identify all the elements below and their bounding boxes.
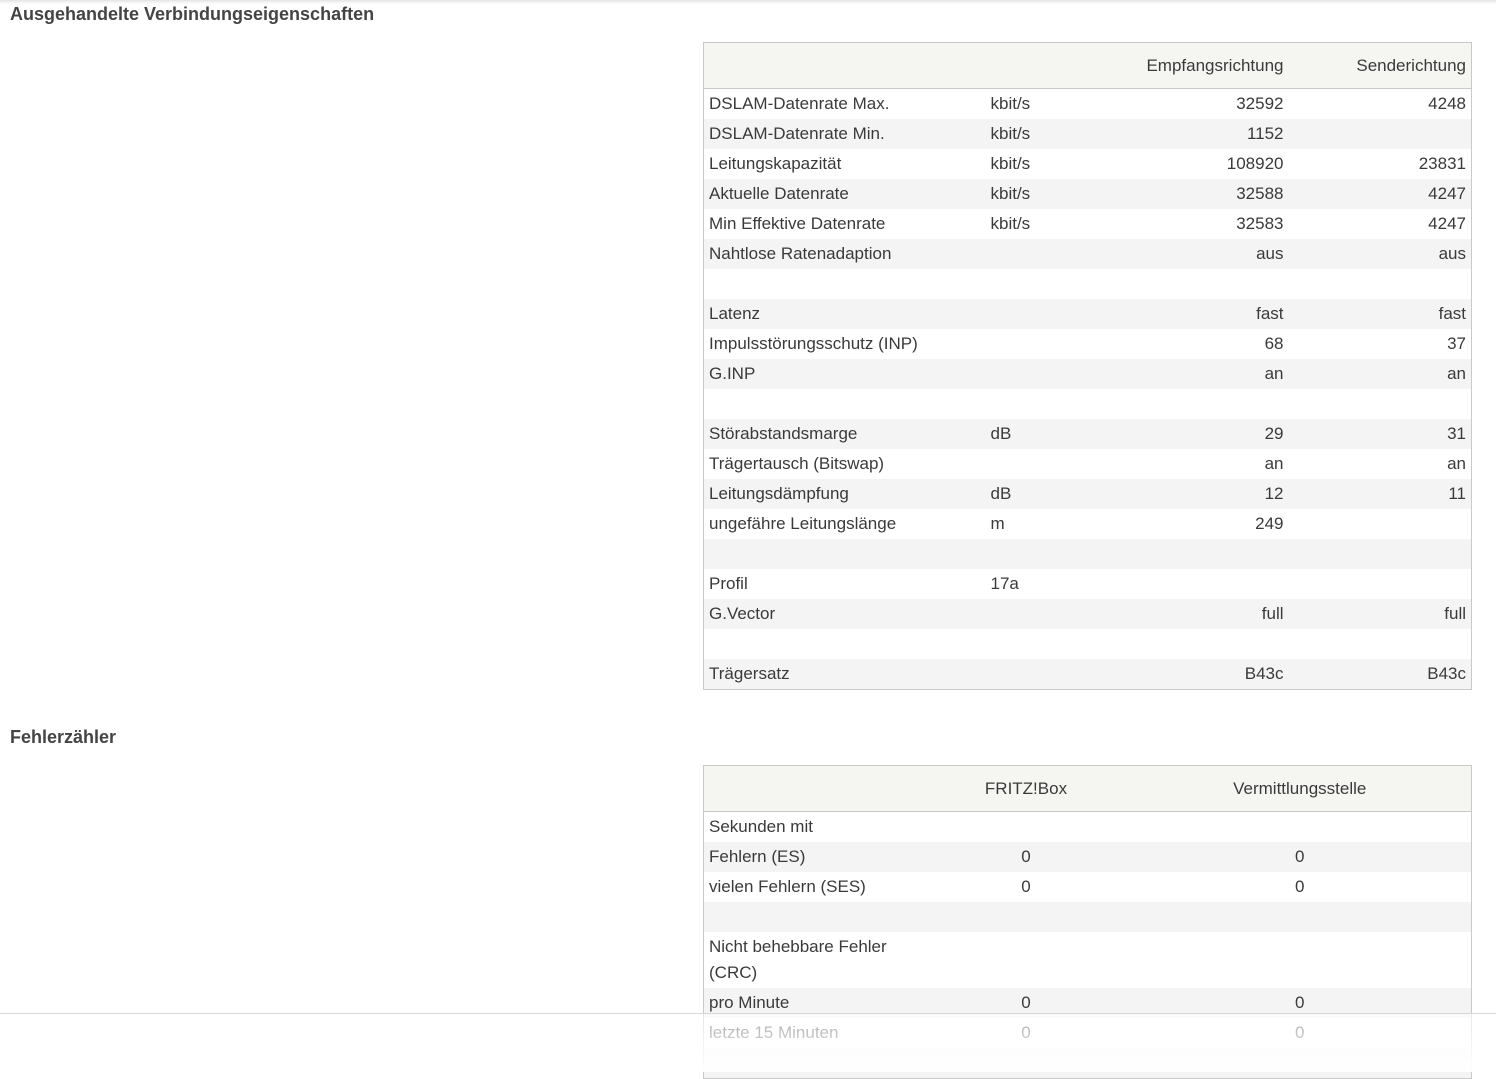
row-label: Impulsstörungsschutz (INP) [704, 329, 986, 359]
row-fritzbox-value: 0 [924, 842, 1129, 872]
table-row [704, 599, 1472, 629]
row-receive-value [1106, 269, 1289, 299]
row-unit: kbit/s [986, 179, 1106, 209]
row-send-value: 4247 [1289, 209, 1472, 239]
header-label [704, 43, 986, 89]
row-label [704, 902, 924, 932]
row-receive-value [1106, 539, 1289, 569]
row-label: Sekunden mit [704, 812, 924, 843]
row-label: Leitungskapazität [704, 149, 986, 179]
table-row [704, 359, 1472, 389]
table-row [704, 902, 1472, 932]
row-label: Aktuelle Datenrate [704, 179, 986, 209]
row-send-value [1289, 539, 1472, 569]
row-label: pro Minute [704, 988, 924, 1018]
connection-properties-table [703, 42, 1472, 690]
table-row [704, 449, 1472, 479]
row-receive-value: 12 [1106, 479, 1289, 509]
row-label [704, 539, 986, 569]
row-label [704, 269, 986, 299]
table-row [704, 419, 1472, 449]
row-send-value: 23831 [1289, 149, 1472, 179]
row-send-value: aus [1289, 239, 1472, 269]
table-row [704, 569, 1472, 599]
row-unit: kbit/s [986, 89, 1106, 120]
row-label: DSLAM-Datenrate Min. [704, 119, 986, 149]
row-receive-value: 29 [1106, 419, 1289, 449]
table-row [704, 299, 1472, 329]
row-receive-value: full [1106, 599, 1289, 629]
row-fritzbox-value [924, 932, 1129, 988]
table-row [704, 509, 1472, 539]
header-unit [986, 43, 1106, 89]
row-exchange-value: 0 [1129, 842, 1472, 872]
row-send-value [1289, 269, 1472, 299]
row-unit [986, 539, 1106, 569]
row-receive-value: an [1106, 359, 1289, 389]
row-receive-value: fast [1106, 299, 1289, 329]
row-unit: kbit/s [986, 119, 1106, 149]
row-label: Latenz [704, 299, 986, 329]
row-label: Profil [704, 569, 986, 599]
table-header-row [704, 766, 1472, 812]
table-row [704, 659, 1472, 690]
header-receive-direction: Empfangsrichtung [1106, 43, 1289, 89]
row-exchange-value: 0 [1129, 988, 1472, 1018]
row-receive-value [1106, 569, 1289, 599]
row-label: Nicht behebbare Fehler (CRC) [704, 932, 924, 988]
row-unit [986, 599, 1106, 629]
row-receive-value: 249 [1106, 509, 1289, 539]
row-receive-value: aus [1106, 239, 1289, 269]
row-send-value: B43c [1289, 659, 1472, 690]
row-label [704, 389, 986, 419]
row-unit: dB [986, 479, 1106, 509]
row-receive-value: 108920 [1106, 149, 1289, 179]
row-exchange-value [1129, 812, 1472, 843]
row-exchange-value: 0 [1129, 872, 1472, 902]
row-receive-value: an [1106, 449, 1289, 479]
table-row [704, 932, 1472, 988]
table-row [704, 149, 1472, 179]
row-send-value: an [1289, 449, 1472, 479]
table-row [704, 239, 1472, 269]
table-row [704, 872, 1472, 902]
row-label: Leitungsdämpfung [704, 479, 986, 509]
row-unit: kbit/s [986, 149, 1106, 179]
row-receive-value: 68 [1106, 329, 1289, 359]
row-receive-value: 32583 [1106, 209, 1289, 239]
row-unit [986, 269, 1106, 299]
row-unit [986, 359, 1106, 389]
row-receive-value: B43c [1106, 659, 1289, 690]
row-unit: dB [986, 419, 1106, 449]
row-send-value: full [1289, 599, 1472, 629]
row-label: Trägersatz [704, 659, 986, 690]
row-receive-value [1106, 629, 1289, 659]
table-header-row [704, 43, 1472, 89]
row-label: Störabstandsmarge [704, 419, 986, 449]
row-send-value: 4247 [1289, 179, 1472, 209]
header-send-direction: Senderichtung [1289, 43, 1472, 89]
row-receive-value: 1152 [1106, 119, 1289, 149]
row-label: Trägertausch (Bitswap) [704, 449, 986, 479]
row-send-value [1289, 509, 1472, 539]
row-send-value [1289, 569, 1472, 599]
row-receive-value: 32592 [1106, 89, 1289, 120]
row-unit [986, 239, 1106, 269]
header-fritzbox: FRITZ!Box [924, 766, 1129, 812]
header-label [704, 766, 924, 812]
table-row [704, 389, 1472, 419]
row-exchange-value [1129, 932, 1472, 988]
header-exchange: Vermittlungsstelle [1129, 766, 1472, 812]
row-label: G.INP [704, 359, 986, 389]
row-label: Min Effektive Datenrate [704, 209, 986, 239]
row-label: DSLAM-Datenrate Max. [704, 89, 986, 120]
row-unit: m [986, 509, 1106, 539]
row-unit [986, 389, 1106, 419]
table-row [704, 842, 1472, 872]
table-row [704, 119, 1472, 149]
table-row [704, 179, 1472, 209]
row-send-value: 37 [1289, 329, 1472, 359]
row-fritzbox-value [924, 902, 1129, 932]
table-row [704, 329, 1472, 359]
row-fritzbox-value [924, 812, 1129, 843]
row-unit [986, 299, 1106, 329]
table-row [704, 539, 1472, 569]
row-unit [986, 449, 1106, 479]
table-row [704, 89, 1472, 120]
table-row [704, 812, 1472, 843]
row-label: vielen Fehlern (SES) [704, 872, 924, 902]
row-label: ungefähre Leitungslänge [704, 509, 986, 539]
row-send-value [1289, 629, 1472, 659]
table-row [704, 269, 1472, 299]
row-fritzbox-value: 0 [924, 872, 1129, 902]
row-send-value [1289, 389, 1472, 419]
row-send-value: 4248 [1289, 89, 1472, 120]
row-receive-value: 32588 [1106, 179, 1289, 209]
row-label: Fehlern (ES) [704, 842, 924, 872]
row-unit [986, 329, 1106, 359]
row-unit: kbit/s [986, 209, 1106, 239]
row-send-value: an [1289, 359, 1472, 389]
table-row [704, 629, 1472, 659]
bottom-fade-overlay [0, 1013, 1496, 1072]
table-row [704, 209, 1472, 239]
row-label: G.Vector [704, 599, 986, 629]
row-fritzbox-value: 0 [924, 988, 1129, 1018]
row-label: Nahtlose Ratenadaption [704, 239, 986, 269]
row-unit: 17a [986, 569, 1106, 599]
row-send-value: fast [1289, 299, 1472, 329]
row-send-value [1289, 119, 1472, 149]
row-unit [986, 659, 1106, 690]
row-send-value: 11 [1289, 479, 1472, 509]
row-label [704, 629, 986, 659]
section-title-error-counter: Fehlerzähler [10, 727, 117, 747]
row-receive-value [1106, 389, 1289, 419]
row-unit [986, 629, 1106, 659]
table-row [704, 479, 1472, 509]
row-exchange-value [1129, 902, 1472, 932]
section-title-connection-properties: Ausgehandelte Verbindungseigenschaften [10, 4, 375, 24]
row-send-value: 31 [1289, 419, 1472, 449]
